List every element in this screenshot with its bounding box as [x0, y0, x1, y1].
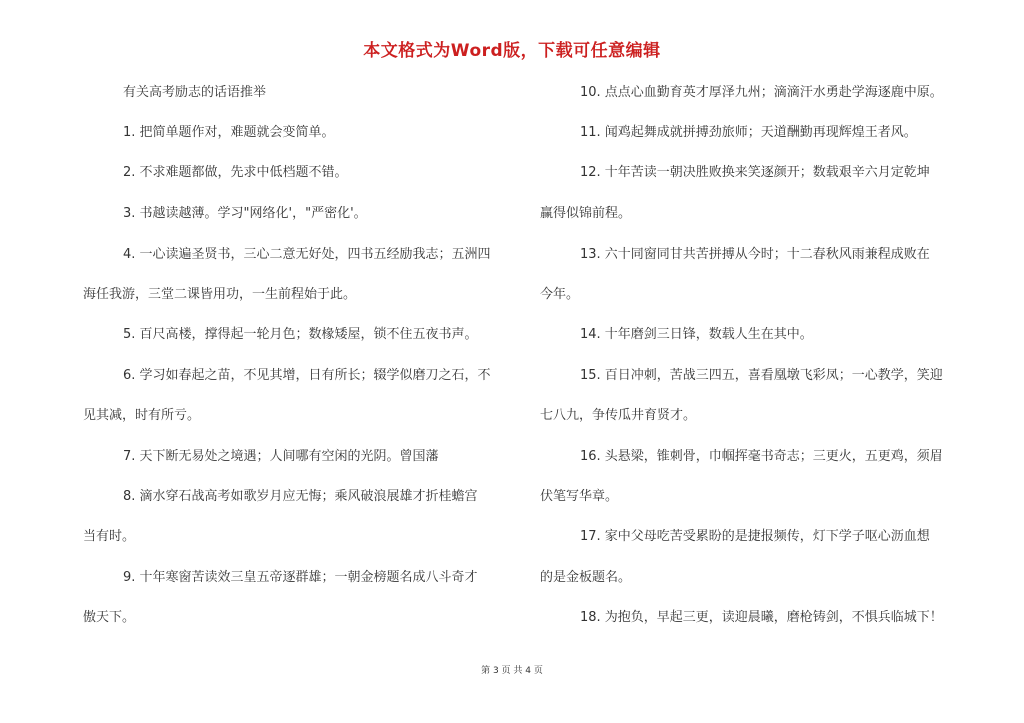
quote-line: 12. 十年苦读一朝决胜败换来笑逐颜开；数载艰辛六月定乾坤: [580, 165, 930, 180]
quote-line: 16. 头悬梁，锥刺骨，巾帼挥毫书奇志；三更火，五更鸡，须眉: [580, 449, 943, 464]
quote-line: 七八九，争传瓜井育贤才。: [540, 408, 697, 423]
quote-line: 17. 家中父母吃苦受累盼的是捷报频传，灯下学子呕心沥血想: [580, 529, 930, 544]
quote-line: 伏笔写华章。: [540, 489, 619, 504]
quote-line: 2. 不求难题都做，先求中低档题不错。: [123, 165, 348, 180]
quote-line: 海任我游，三堂二课皆用功，一生前程始于此。: [83, 287, 357, 302]
quote-line: 4. 一心读遍圣贤书，三心二意无好处，四书五经励我志；五洲四: [123, 247, 491, 262]
quote-line: 6. 学习如春起之苗，不见其增，日有所长；辍学似磨刀之石，不: [123, 368, 491, 383]
quote-line: 今年。: [540, 287, 580, 302]
quote-line: 傲天下。: [83, 610, 136, 625]
quote-line: 15. 百日冲刺，苦战三四五，喜看凰墩飞彩凤；一心教学，笑迎: [580, 368, 943, 383]
quote-line: 11. 闻鸡起舞成就拼搏劲旅师；天道酬勤再现辉煌王者风。: [580, 125, 917, 140]
quote-line: 9. 十年寒窗苦读效三皇五帝逐群雄；一朝金榜题名成八斗奇才: [123, 570, 478, 585]
quote-line: 8. 滴水穿石战高考如歌岁月应无悔；乘风破浪展雄才折桂蟾宫: [123, 489, 478, 504]
quote-line: 7. 天下断无易处之境遇；人间哪有空闲的光阴。曾国藩: [123, 449, 439, 464]
quote-line: 5. 百尺高楼，撑得起一轮月色；数椽矮屋，锁不住五夜书声。: [123, 327, 478, 342]
quote-line: 10. 点点心血勤育英才厚泽九州；滴滴汗水勇赴学海逐鹿中原。: [580, 85, 943, 100]
quote-line: 3. 书越读越薄。学习"网络化'，"严密化'。: [123, 206, 367, 221]
document-banner: 本文格式为Word版，下载可任意编辑: [363, 41, 661, 61]
quote-line: 的是金板题名。: [540, 570, 632, 585]
quote-line: 当有时。: [83, 529, 136, 544]
page-number: 第 3 页 共 4 页: [481, 666, 543, 676]
quote-line: 见其减，时有所亏。: [83, 408, 201, 423]
quote-line: 1. 把简单题作对，难题就会变简单。: [123, 125, 335, 140]
quote-line: 13. 六十同窗同甘共苦拼搏从今时；十二春秋风雨兼程成败在: [580, 247, 930, 262]
quote-line: 14. 十年磨剑三日锋，数载人生在其中。: [580, 327, 813, 342]
document-title: 有关高考励志的话语推举: [123, 85, 267, 100]
quote-line: 赢得似锦前程。: [540, 206, 632, 221]
quote-line: 18. 为抱负，早起三更，读迎晨曦，磨枪铸剑，不惧兵临城下！: [580, 610, 943, 625]
